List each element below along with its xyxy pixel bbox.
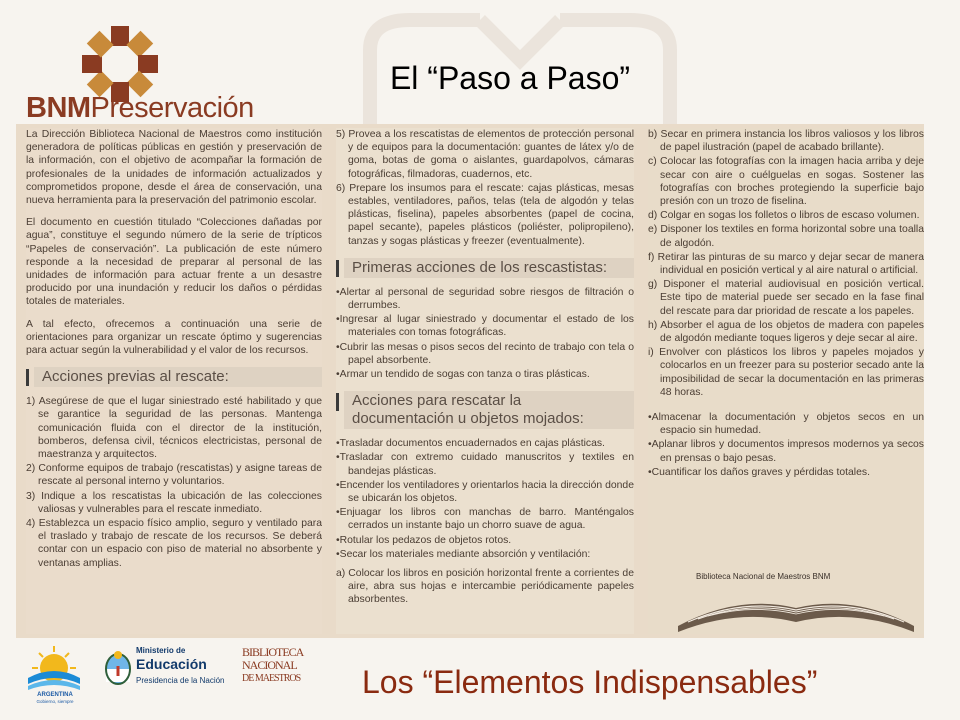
brochure-image [16,124,924,638]
list-item: b) Secar en primera instancia los libros valiosos y los libros de papel ilustración (papel de acabado brillante). [648,129,924,154]
list-item: 6) Prepare los insumos para el rescate: cajas plásticas, mesas estables, ventiladores, paños, telas (tela de algodón y telas plásticas, fiselina), papeles absorbentes (papel de cocina, papel secante), papeles plásticos (poliéster, polipropileno), tanzas y sogas plásticas y freezer (eventualmente). [336,182,634,247]
ministerio-line3: Presidencia de la Nación [136,676,225,685]
brand-wordmark-part1: BNM [26,92,91,124]
list-item: •Secar los materiales mediante absorción y ventilación: [336,548,591,560]
list-item: e) Disponer los textiles en forma horizontal sobre una toalla de algodón. [648,224,924,249]
section-heading-text: Acciones para rescatar la documentación u objetos mojados: [344,391,634,429]
list-item: •Cubrir las mesas o pisos secos del recinto de trabajo con tela o papel absorbente. [336,341,634,366]
brochure-column-2 [336,128,634,634]
intro-paragraph: El documento en cuestión titulado “Colecciones dañadas por agua”, constituye el segundo número de la serie de trípticos “Papeles de conservación”. La publicación de este número responde a la necesidad de preparar al personal de las unidades de información para actuar frente a un desastre producido por una inundación y reducir los daños o pérdidas totales de materiales. [26,217,322,308]
list-item: d) Colgar en sogas los folletos o libros de escaso volumen. [648,210,920,222]
numbered-list [336,128,634,248]
argentina-label: ARGENTINA [37,692,73,698]
list-item: •Alertar al personal de seguridad sobre riesgos de filtración o derrumbes. [336,286,634,312]
ministerio-line2: Educación [136,656,207,672]
list-item: •Encender los ventiladores y orientarlos hacia la dirección donde se ubicarán los objetos. [336,479,634,505]
list-item: 5) Provea a los rescatistas de elementos de protección personal y de equipos para la documentación: guantes de látex y/o de goma, botas de goma o aislantes, guardapolvos, cámaras fotográficas, filmadoras, cuadernos, etc. [336,129,634,180]
list-item: h) Absorber el agua de los objetos de madera con papeles de algodón mediante toques ligeros y deje secar al aire. [648,319,924,345]
list-item: •Armar un tendido de sogas con tanza o tiras plásticas. [336,369,590,381]
section-heading-bar [336,393,339,411]
list-item: g) Disponer el material audiovisual en posición vertical. Este tipo de material puede ser secado en la fase final del rescate para dar prioridad de rescate a los papeles. [648,279,924,317]
slide-title-top: El “Paso a Paso” [389,60,631,96]
brand-wordmark [26,92,254,125]
intro-paragraph: A tal efecto, ofrecemos a continuación una serie de orientaciones para organizar un rescate óptimo y sugerencias para actuar según la vulnerabilidad y el valor de los recursos. [26,318,322,357]
list-item: 4) Establezca un espacio físico amplio, seguro y ventilado para el traslado y trabajo de rescate de los recursos. Se deberá contar con un espacio con piso de material no absorbente y ventanas amplias. [26,518,322,569]
argentina-shield-icon [104,650,132,686]
list-item: 3) Indique a los rescatistas la ubicación de las colecciones valiosas y vulnerables para el rescate inmediato. [26,490,322,515]
biblioteca-logo-line: NACIONAL [242,658,297,672]
list-item: •Trasladar documentos encuadernados en cajas plásticas. [336,438,605,450]
lettered-list [336,567,634,607]
numbered-list [26,395,322,570]
open-book-icon [668,586,924,634]
argentina-sublabel: Gobierno, siempre [36,699,74,704]
brochure-column-1 [26,128,322,634]
list-item: •Enjuagar los libros con manchas de barro. Manténgalos cerrados un instante bajo un chorro suave de agua. [336,507,634,532]
list-item: 2) Conforme equipos de trabajo (rescatistas) y asigne tareas de rescate al personal interno y voluntarios. [26,463,322,488]
biblioteca-logo [242,646,322,685]
section-heading-text: Acciones previas al rescate: [34,367,322,387]
footer-logos [20,642,360,714]
slide-title-bottom: Los “Elementos Indispensables” [362,664,818,700]
section-heading-text: Primeras acciones de los rescastistas: [344,258,634,278]
list-item: •Rotular los pedazos de objetos rotos. [336,534,512,546]
brand-wordmark-part2: Preservación [90,92,254,124]
list-item: f) Retirar las pinturas de su marco y dejar secar de manera individual en posición vertical y al aire natural o artificial. [648,251,924,277]
intro-paragraph: La Dirección Biblioteca Nacional de Maestros como institución generadora de políticas públicas en gestión y preservación de la información, con el objetivo de acompañar la formación de profesionales de la unidades de información actualizados y comprometidos propone, desde el área de conservación, una nueva herramienta para la preservación del patrimonio escolar. [26,129,322,207]
list-item: •Trasladar con extremo cuidado manuscritos y textiles en bandejas plásticas. [336,452,634,477]
brochure-column-3 [648,128,924,634]
list-item: i) Envolver con plásticos los libros y papeles mojados y colocarlos en un freezer para su posterior secado ante la imposibilidad de secar la documentación en las primeras 48 horas. [648,347,924,398]
list-item: •Cuantificar los daños graves y pérdidas totales. [648,466,870,478]
list-item: c) Colocar las fotografías con la imagen hacia arriba y deje secar con aire o cuélguelas en sogas. Sostener las fotografías con broches protegiendo la superficie bajo presión con un trozo de fiselina. [648,156,924,208]
bullet-list [336,437,634,561]
list-item: •Aplanar libros y documentos impresos modernos ya secos en prensas o bajo pesas. [648,439,924,464]
bullet-list [336,286,634,381]
section-heading [336,391,634,429]
ministerio-line1: Ministerio de [136,646,186,655]
section-heading [336,258,634,278]
biblioteca-logo-line: DE MAESTROS [242,673,301,684]
section-heading-bar [336,260,339,277]
list-item: •Almacenar la documentación y objetos secos en un espacio sin humedad. [648,412,924,437]
section-heading [26,367,322,387]
list-item: a) Colocar los libros en posición horizontal frente a corrientes de aire, abra sus hojas e intercambie periódicamente papeles absorbentes. [336,568,634,606]
biblioteca-logo-line: BIBLIOTECA [242,645,304,659]
bullet-list [648,411,924,479]
brochure-credit: Biblioteca Nacional de Maestros BNM [696,572,831,581]
list-item: 1) Asegúrese de que el lugar siniestrado esté habilitado y que se garantice la seguridad de las personas. Mantenga comunicación fluida con el director de la institución, bomberos, defensa civil, técnicos electricistas, personal de maestranza y arquitectos. [26,396,322,461]
lettered-list [648,128,924,399]
list-item: •Ingresar al lugar siniestrado y documentar el estado de los materiales con tomas fotográficas. [336,314,634,339]
section-heading-bar [26,369,29,386]
